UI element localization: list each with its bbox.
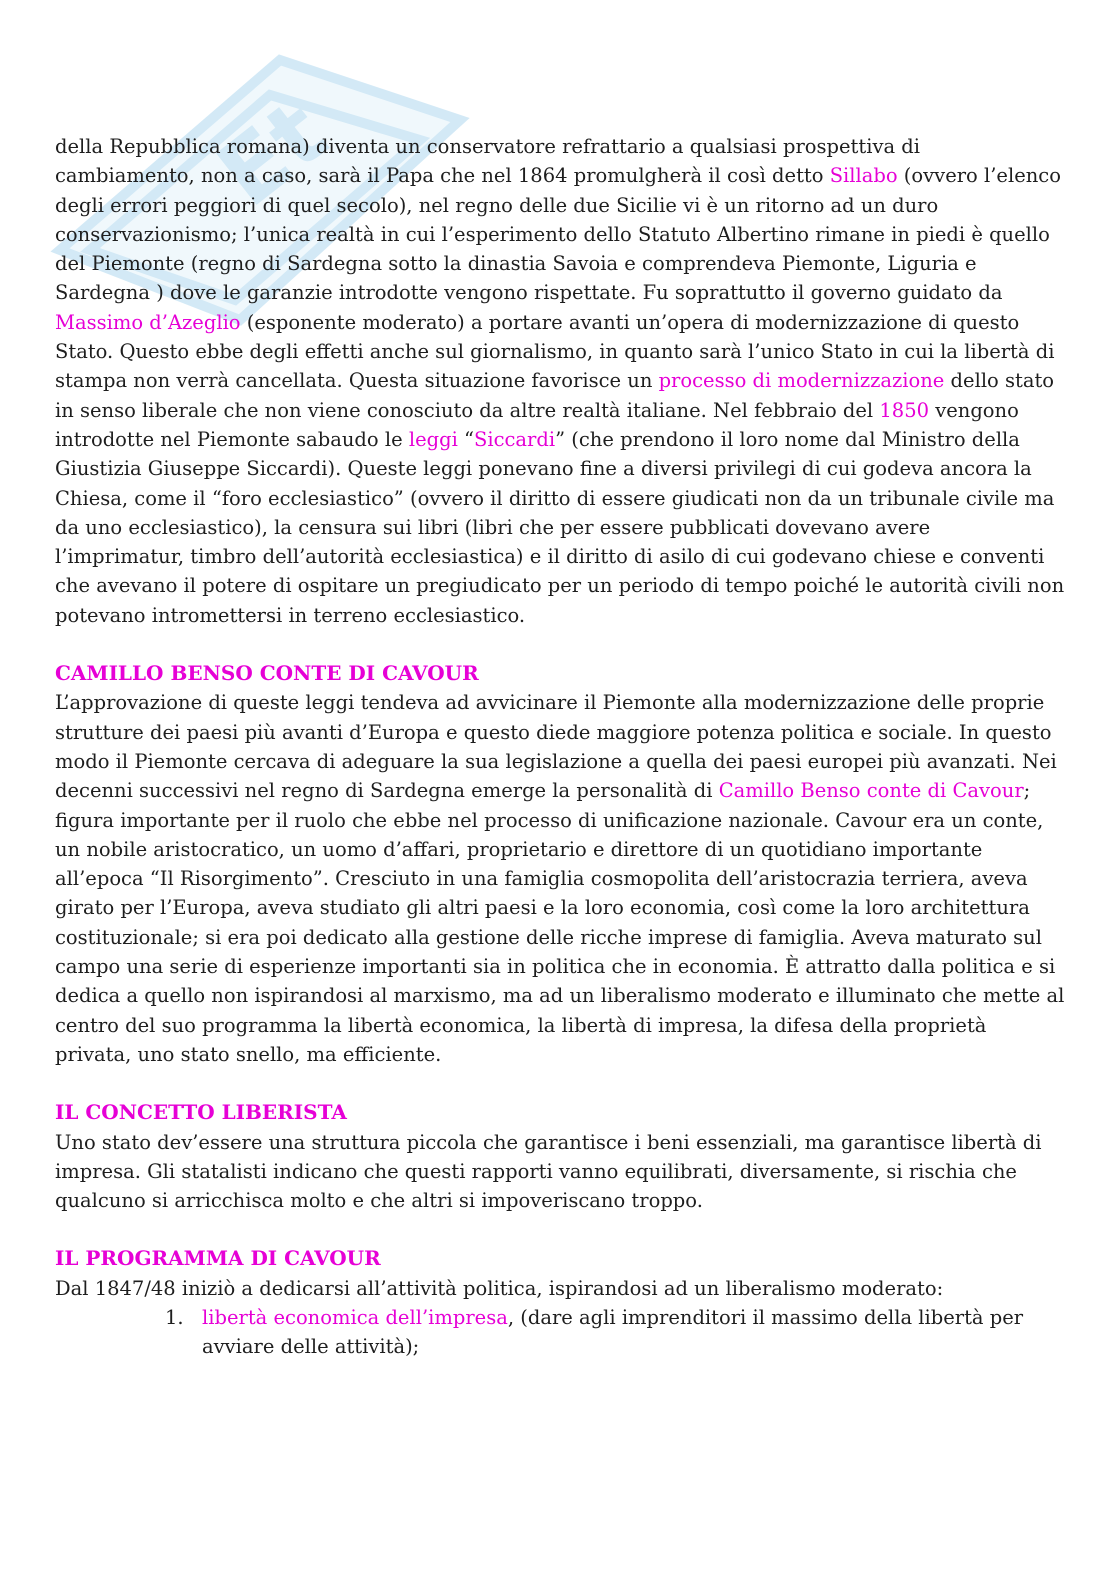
programma-list	[55, 1303, 1065, 1362]
highlight-processo-modernizzazione: processo di modernizzazione	[658, 369, 945, 393]
heading-camillo-benso: CAMILLO BENSO CONTE DI CAVOUR	[55, 661, 479, 686]
paragraph-cavour: L’approvazione di queste leggi tendeva ad avvicinare il Piemonte alla modernizzazione delle proprie strutture dei paesi più avanti d’Europa e questo diede maggiore potenza politica e sociale. In questo modo il Piemonte cercava di adeguare la sua legislazione a quella dei paesi europei più avanzati. Nei decenni successivi nel regno di Sardegna emerge la personalità di Camillo Benso conte di Cavour; figura importante per il ruolo che ebbe nel processo di unificazione nazionale. Cavour era un conte, un nobile aristocratico, un uomo d’affari, proprietario e direttore di un quotidiano importante all’epoca “Il Risorgimento”. Cresciuto in una famiglia cosmopolita dell’aristocrazia terriera, aveva girato per l’Europa, aveva studiato gli altri paesi e la loro economia, così come la loro architettura costituzionale; si era poi dedicato alla gestione delle ricche imprese di famiglia. Aveva maturato sul campo una serie di esperienze importanti sia in politica che in economia. È attratto dalla politica e si dedica a quello non ispirandosi al marxismo, ma ad un liberalismo moderato e illuminato che mette al centro del suo programma la libertà economica, la libertà di impresa, la difesa della proprietà privata, uno stato snello, ma efficiente.	[55, 691, 1065, 1066]
highlight-massimo-dazeglio: Massimo d’Azeglio	[55, 310, 241, 334]
document-body	[55, 132, 1065, 1362]
highlight-1850: 1850	[879, 398, 930, 422]
paragraph-programma-intro: Dal 1847/48 iniziò a dedicarsi all’attività politica, ispirandosi ad un liberalismo moderato:	[55, 1276, 944, 1300]
highlight-liberta-economica: libertà economica dell’impresa	[202, 1305, 508, 1329]
paragraph-concetto-liberista: Uno stato dev’essere una struttura piccola che garantisce i beni essenziali, ma garantisce libertà di impresa. Gli statalisti indicano che questi rapporti vanno equilibrati, diversamente, si rischia che qualcuno si arricchisca molto e che altri si impoveriscano troppo.	[55, 1130, 1042, 1213]
svg-text:Et: Et	[198, 80, 346, 228]
highlight-camillo-benso: Camillo Benso conte di Cavour	[718, 779, 1024, 803]
list-item: 1. libertà economica dell’impresa, (dare agli imprenditori il massimo della libertà per avviare delle attività);	[165, 1305, 1024, 1359]
heading-concetto-liberista: IL CONCETTO LIBERISTA	[55, 1100, 347, 1125]
heading-programma-cavour: IL PROGRAMMA DI CAVOUR	[55, 1246, 381, 1271]
paragraph-stato-pontificio: della Repubblica romana) diventa un conservatore refrattario a qualsiasi prospettiva di cambiamento, non a caso, sarà il Papa che nel 1864 promulgherà il così detto Sillabo (ovvero l’elenco degli errori peggiori di quel secolo), nel regno delle due Sicilie vi è un ritorno ad un duro conservazionismo; l’unica realtà in cui l’esperimento dello Statuto Albertino rimane in piedi è quello del Piemonte (regno di Sardegna sotto la dinastia Savoia e comprendeva Piemonte, Liguria e Sardegna ) dove le garanzie introdotte vengono rispettate. Fu soprattutto il governo guidato da Massimo d’Azeglio (esponente moderato) a portare avanti un’opera di modernizzazione di questo Stato. Questo ebbe degli effetti anche sul giornalismo, in quanto sarà l’unico Stato in cui la libertà di stampa non verrà cancellata. Questa situazione favorisce un processo di modernizzazione dello stato in senso liberale che non viene conosciuto da altre realtà italiane. Nel febbraio del 1850 vengono introdotte nel Piemonte sabaudo le leggi “Siccardi” (che prendono il loro nome dal Ministro della Giustizia Giuseppe Siccardi). Queste leggi ponevano fine a diversi privilegi di cui godeva ancora la Chiesa, come il “foro ecclesiastico” (ovvero il diritto di essere giudicati non da un tribunale civile ma da uno ecclesiastico), la censura sui libri (libri che per essere pubblicati dovevano avere l’imprimatur, timbro dell’autorità ecclesiastica) e il diritto di asilo di cui godevano chiese e conventi che avevano il potere di ospitare un pregiudicato per un periodo di tempo poiché le autorità civili non potevano intromettersi in terreno ecclesiastico.	[55, 135, 1065, 627]
highlight-leggi: leggi	[408, 427, 458, 451]
highlight-sillabo: Sillabo	[829, 164, 898, 188]
highlight-siccardi: Siccardi	[473, 427, 556, 451]
